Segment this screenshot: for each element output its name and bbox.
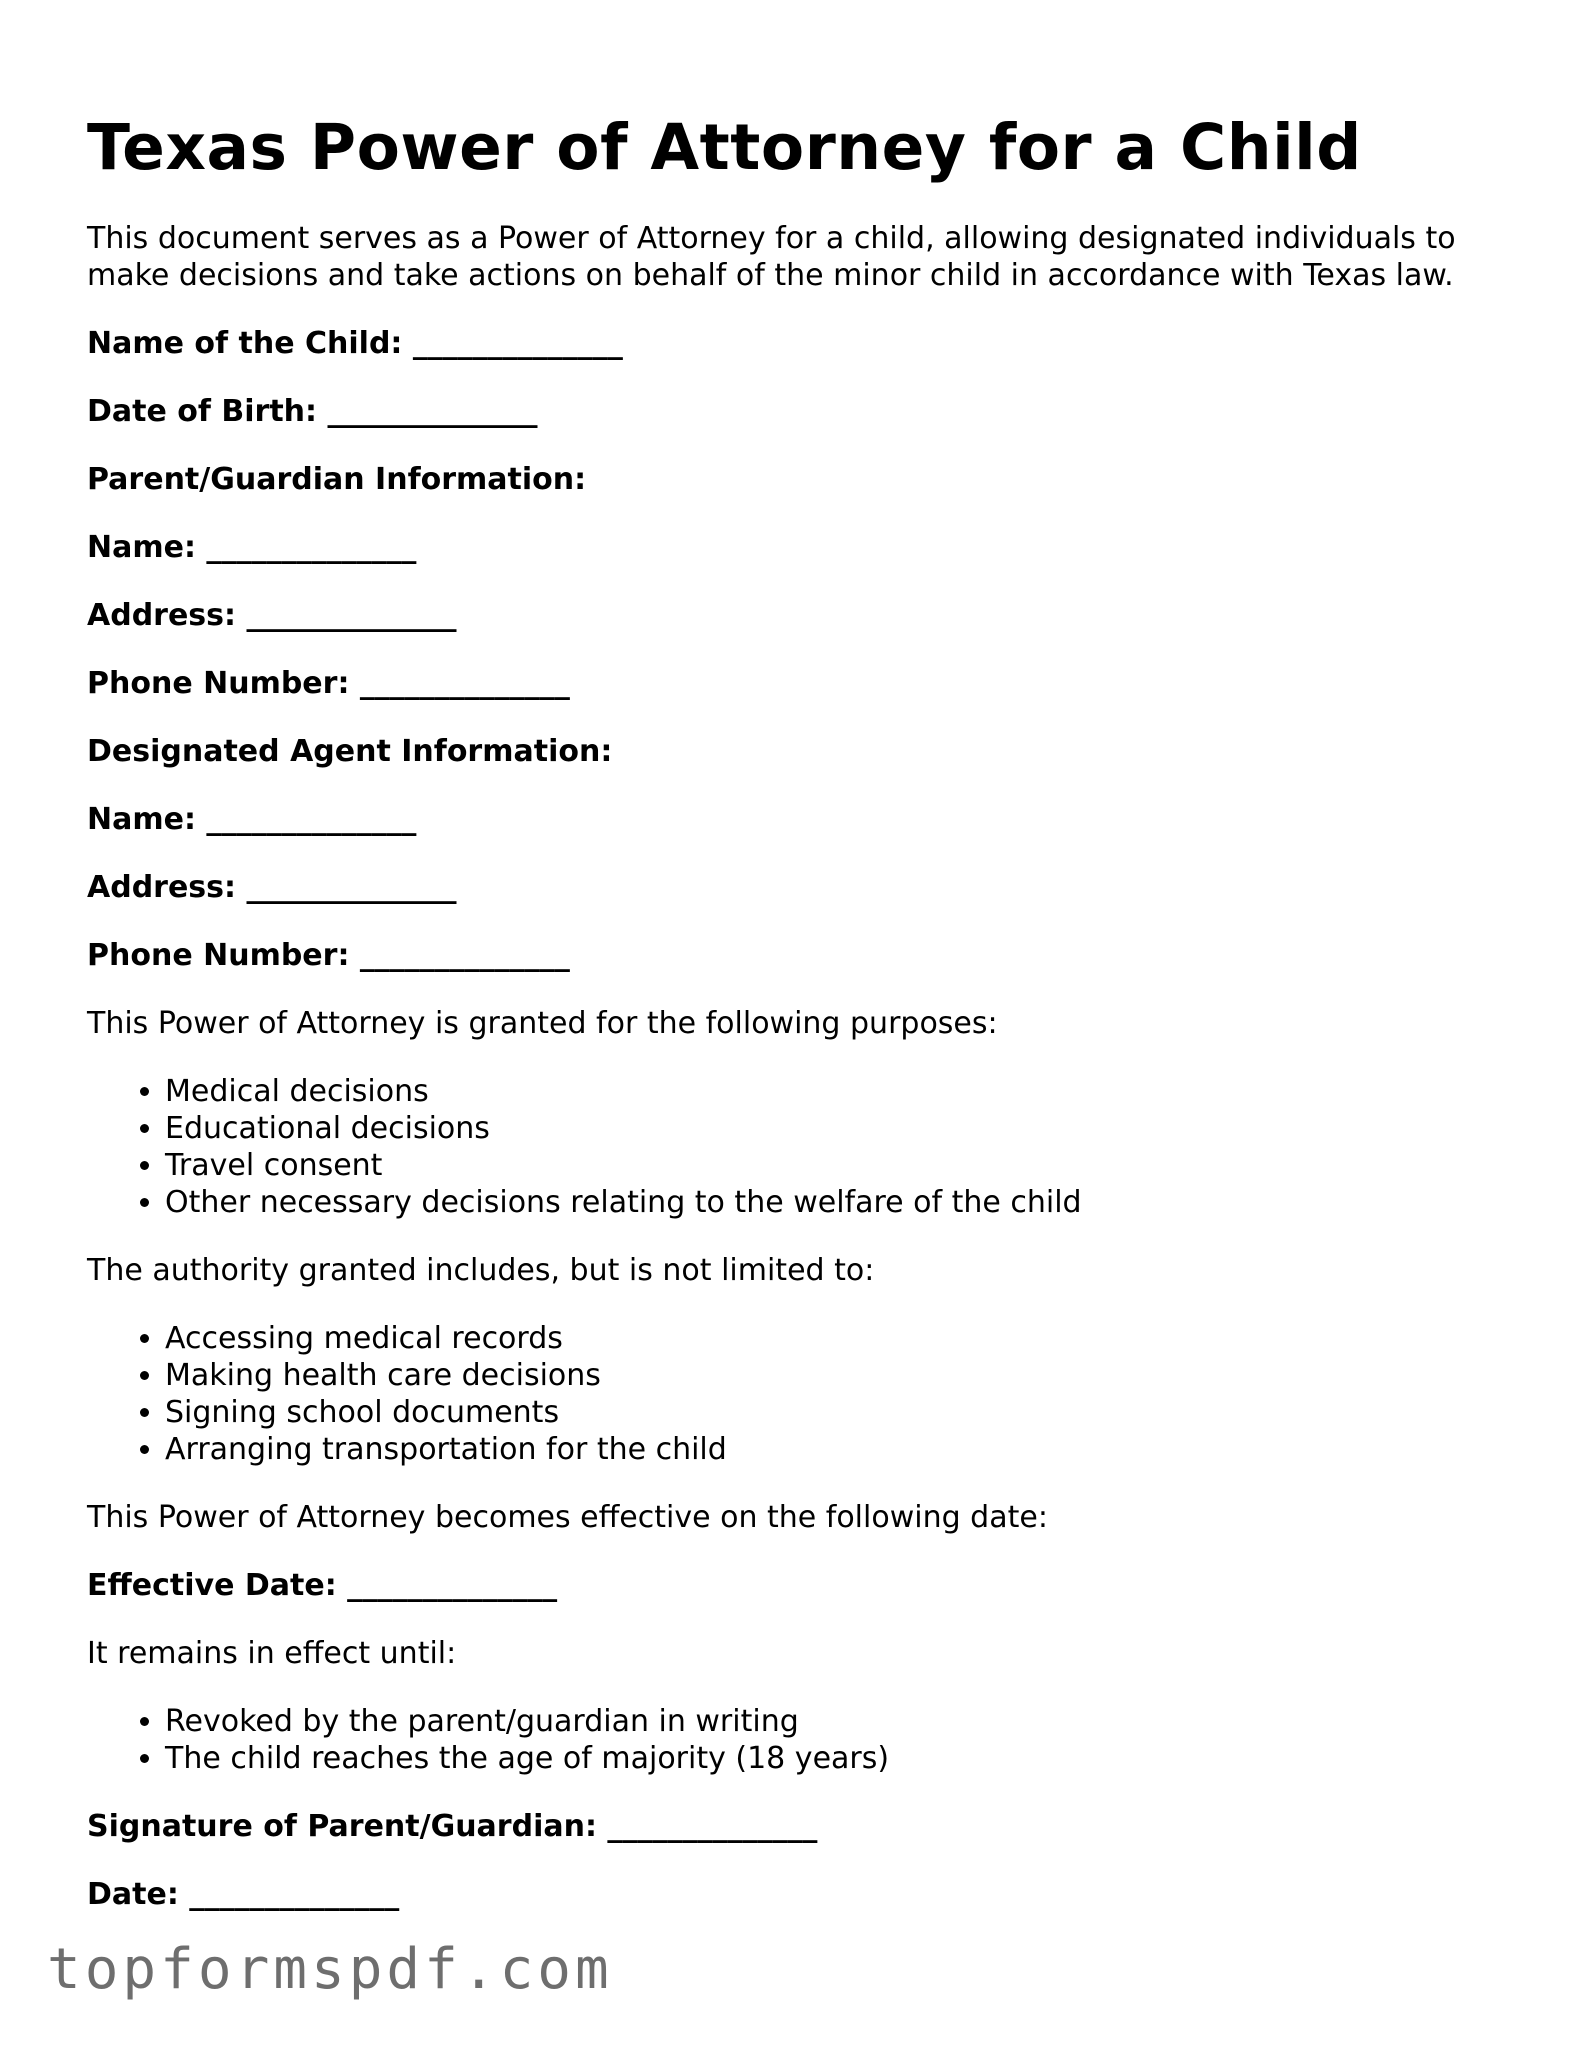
agent-heading: Designated Agent Information:	[87, 734, 613, 769]
agent-address-field: Address: ______________	[87, 870, 457, 905]
effective-date-field: Effective Date: ______________	[87, 1568, 558, 1603]
signature-date-field: Date: ______________	[87, 1877, 400, 1912]
list-item: • Educational decisions	[165, 1110, 1527, 1147]
agent-name-field: Name: ______________	[87, 802, 417, 837]
list-item: • Making health care decisions	[165, 1357, 1527, 1394]
purposes-list	[87, 1073, 1527, 1221]
parent-name-field: Name: ______________	[87, 530, 417, 565]
authority-intro: The authority granted includes, but is not limited to:	[87, 1253, 875, 1288]
list-item: • Travel consent	[165, 1147, 1527, 1184]
document-page	[87, 110, 1527, 1944]
child-name-field: Name of the Child: ______________	[87, 326, 623, 361]
effective-intro: This Power of Attorney becomes effective on the following date:	[87, 1500, 1048, 1535]
intro-paragraph: This document serves as a Power of Attorney for a child, allowing designated individuals to make decisions and take actions on behalf of the minor child in accordance with Texas law.	[87, 221, 1456, 293]
purposes-intro: This Power of Attorney is granted for the following purposes:	[87, 1006, 998, 1041]
list-item: • Accessing medical records	[165, 1320, 1527, 1357]
document-title: Texas Power of Attorney for a Child	[87, 111, 1362, 184]
list-item: • Arranging transportation for the child	[165, 1431, 1527, 1468]
authority-list	[87, 1320, 1527, 1468]
list-item: • Other necessary decisions relating to the welfare of the child	[165, 1184, 1527, 1221]
parent-address-field: Address: ______________	[87, 598, 457, 633]
agent-phone-field: Phone Number: ______________	[87, 938, 570, 973]
remains-intro: It remains in effect until:	[87, 1636, 457, 1671]
signature-field: Signature of Parent/Guardian: ______________	[87, 1809, 818, 1844]
list-item: • Revoked by the parent/guardian in writing	[165, 1703, 1527, 1740]
date-of-birth-field: Date of Birth: ______________	[87, 394, 538, 429]
parent-guardian-heading: Parent/Guardian Information:	[87, 462, 587, 497]
remains-list	[87, 1703, 1527, 1777]
parent-phone-field: Phone Number: ______________	[87, 666, 570, 701]
list-item: • Signing school documents	[165, 1394, 1527, 1431]
watermark: topformspdf.com	[47, 1937, 613, 2002]
list-item: • Medical decisions	[165, 1073, 1527, 1110]
list-item: • The child reaches the age of majority (18 years)	[165, 1740, 1527, 1777]
